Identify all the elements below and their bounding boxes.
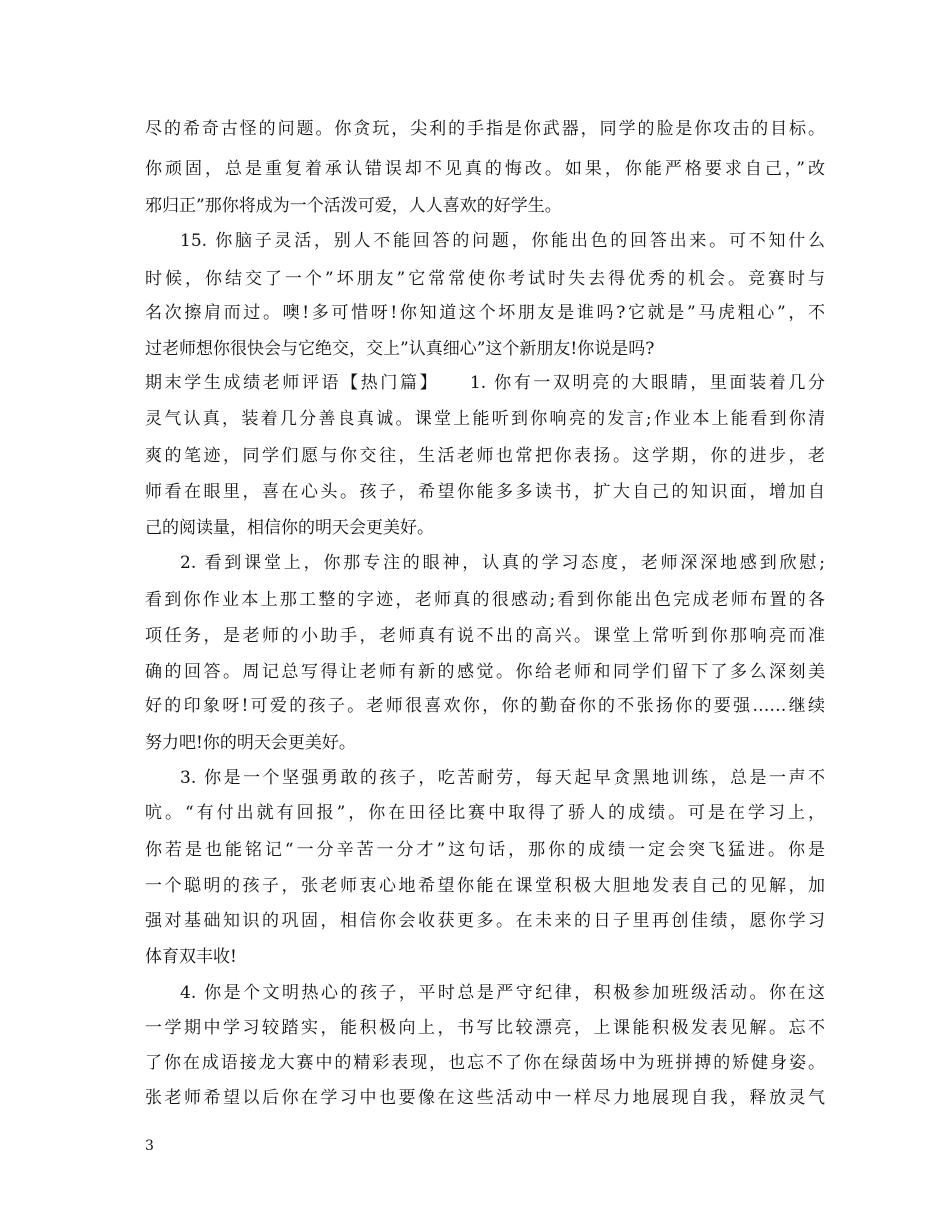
page-number: 3	[145, 1138, 154, 1154]
text-line: 一个聪明的孩子，张老师衷心地希望你能在课堂积极大胆地发表自己的见解，加	[145, 876, 825, 896]
text-line: 努力吧!你的明天会更美好。	[145, 733, 356, 753]
text-line: 好的印象呀!可爱的孩子。老师很喜欢你，你的勤奋你的不张扬你的要强……继续	[145, 696, 825, 716]
text-line: 己的阅读量，相信你的明天会更美好。	[145, 518, 434, 538]
text-line: 2. 看到课堂上，你那专注的眼神，认真的学习态度，老师深深地感到欣慰;	[180, 553, 825, 573]
text-line: 一学期中学习较踏实，能积极向上，书写比较漂亮，上课能积极发表见解。忘不	[145, 1018, 825, 1038]
text-line: 邪归正”那你将成为一个活泼可爱，人人喜欢的好学生。	[145, 196, 562, 216]
text-line: 3. 你是一个坚强勇敢的孩子，吃苦耐劳，每天起早贪黑地训练，总是一声不	[180, 768, 825, 788]
text-line: 看到你作业本上那工整的字迹，老师真的很感动;看到你能出色完成老师布置的各	[145, 590, 825, 610]
text-line: 你若是也能铭记“一分辛苦一分才”这句话，那你的成绩一定会突飞猛进。你是	[145, 840, 825, 860]
text-line: 你顽固，总是重复着承认错误却不见真的悔改。如果，你能严格要求自己，”改	[145, 159, 825, 179]
text-line: 项任务，是老师的小助手，老师真有说不出的高兴。课堂上常听到你那响亮而准	[145, 626, 825, 646]
text-line: 4. 你是个文明热心的孩子，平时总是严守纪律，积极参加班级活动。你在这	[180, 983, 825, 1003]
text-line: 时候，你结交了一个”坏朋友”它常常使你考试时失去得优秀的机会。竞赛时与	[145, 269, 825, 289]
text-line: 了你在成语接龙大赛中的精彩表现，也忘不了你在绿茵场中为班拼搏的矫健身姿。	[145, 1053, 825, 1073]
text-line: 名次擦肩而过。噢!多可惜呀!你知道这个坏朋友是谁吗?它就是”马虎粗心”，不	[145, 303, 825, 323]
text-line: 期末学生成绩老师评语【热门篇】 1. 你有一双明亮的大眼睛，里面装着几分	[145, 373, 825, 393]
text-line: 体育双丰收!	[145, 947, 237, 967]
text-line: 师看在眼里，喜在心头。孩子，希望你能多多读书，扩大自己的知识面，增加自	[145, 482, 825, 502]
text-line: 吭。“有付出就有回报”，你在田径比赛中取得了骄人的成绩。可是在学习上，	[145, 803, 825, 823]
text-line: 张老师希望以后你在学习中也要像在这些活动中一样尽力地展现自我，释放灵气	[145, 1088, 825, 1108]
text-line: 确的回答。周记总写得让老师有新的感觉。你给老师和同学们留下了多么深刻美	[145, 662, 825, 682]
text-line: 爽的笔迹，同学们愿与你交往，生活老师也常把你表扬。这学期，你的进步，老	[145, 446, 825, 466]
text-line: 强对基础知识的巩固，相信你会收获更多。在未来的日子里再创佳绩，愿你学习	[145, 911, 825, 931]
text-line: 过老师想你很快会与它绝交，交上”认真细心”这个新朋友!你说是吗?	[145, 339, 655, 359]
text-line: 尽的希奇古怪的问题。你贪玩，尖利的手指是你武器，同学的脸是你攻击的目标。	[145, 119, 825, 139]
text-line: 15. 你脑子灵活，别人不能回答的问题，你能出色的回答出来。可不知什么	[180, 231, 825, 251]
text-line: 灵气认真，装着几分善良真诚。课堂上能听到你响亮的发言;作业本上能看到你清	[145, 409, 825, 429]
